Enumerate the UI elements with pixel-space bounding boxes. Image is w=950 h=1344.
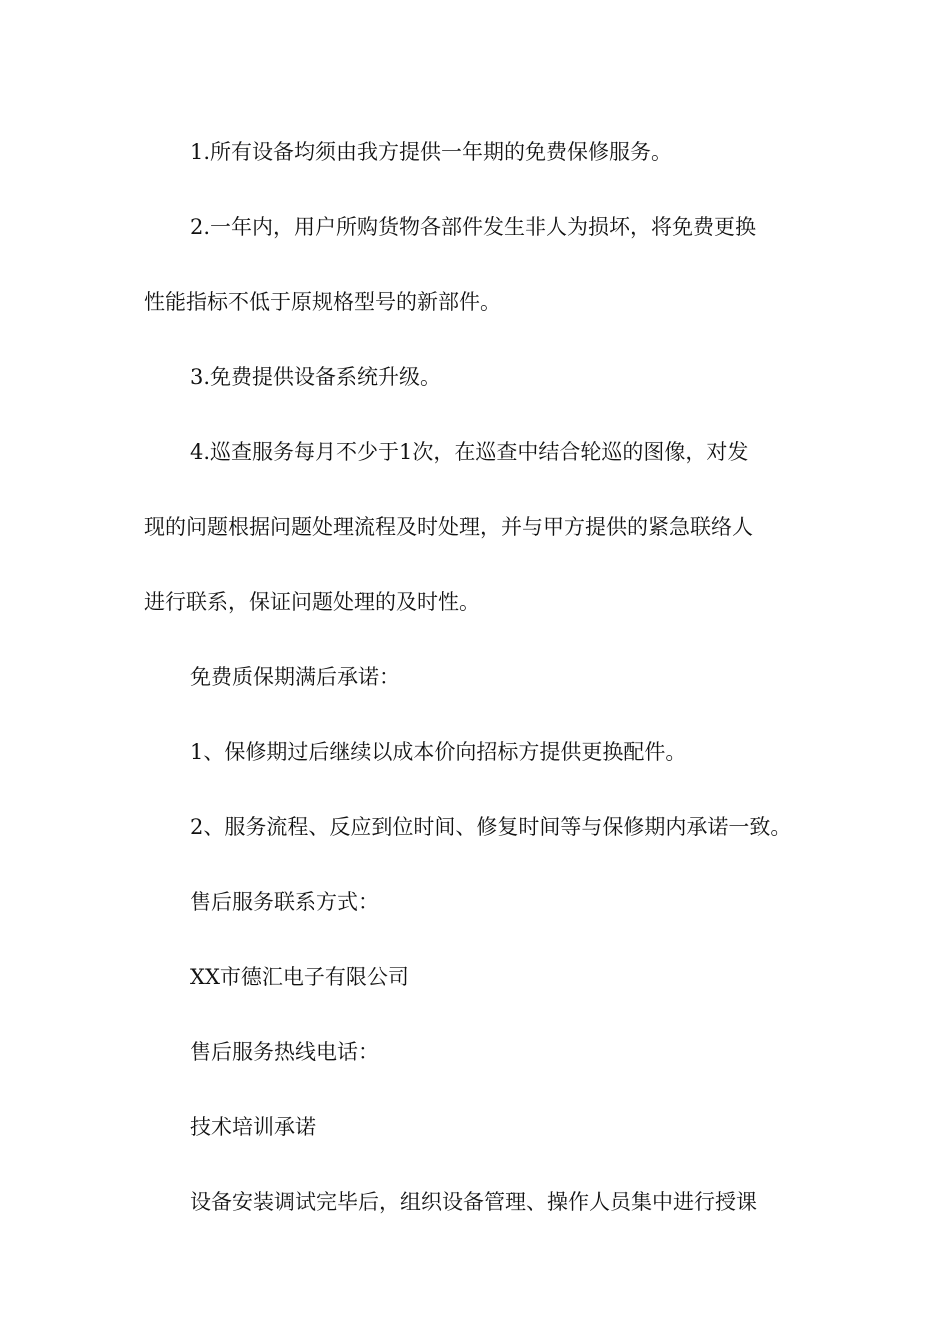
paragraph-warranty-2-line-1: 2.一年内，用户所购货物各部件发生非人为损坏，将免费更换	[190, 215, 757, 239]
heading-contact: 售后服务联系方式：	[190, 890, 379, 914]
paragraph-warranty-1: 1.所有设备均须由我方提供一年期的免费保修服务。	[190, 140, 673, 164]
paragraph-warranty-4-line-2: 现的问题根据问题处理流程及时处理，并与甲方提供的紧急联络人	[144, 515, 753, 539]
paragraph-post-warranty-1: 1、保修期过后继续以成本价向招标方提供更换配件。	[190, 740, 687, 764]
heading-training: 技术培训承诺	[190, 1115, 316, 1139]
paragraph-warranty-2-line-2: 性能指标不低于原规格型号的新部件。	[144, 290, 501, 314]
heading-post-warranty: 免费质保期满后承诺：	[190, 665, 400, 689]
paragraph-warranty-3: 3.免费提供设备系统升级。	[190, 365, 442, 389]
paragraph-post-warranty-2: 2、服务流程、反应到位时间、修复时间等与保修期内承诺一致。	[190, 815, 792, 839]
paragraph-warranty-4-line-3: 进行联系，保证问题处理的及时性。	[144, 590, 480, 614]
paragraph-warranty-4-line-1: 4.巡查服务每月不少于1次，在巡查中结合轮巡的图像，对发	[190, 440, 749, 464]
company-name: XX市德汇电子有限公司	[190, 965, 409, 989]
hotline-label: 售后服务热线电话：	[190, 1040, 379, 1064]
paragraph-training-1: 设备安装调试完毕后，组织设备管理、操作人员集中进行授课	[190, 1190, 757, 1214]
